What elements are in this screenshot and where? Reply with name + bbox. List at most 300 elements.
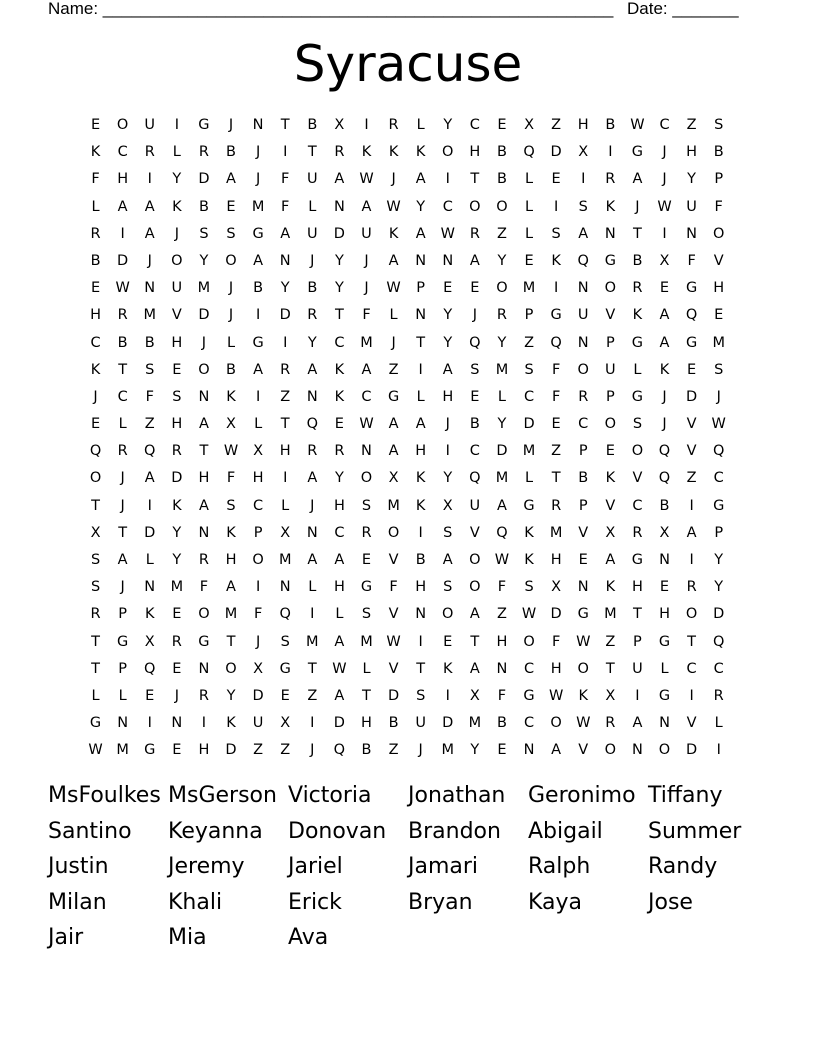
grid-letter: M	[468, 715, 482, 732]
grid-letter: X	[605, 687, 616, 704]
grid-letter: F	[281, 171, 290, 188]
grid-letter: I	[174, 117, 179, 133]
grid-letter: G	[252, 225, 264, 242]
grid-letter: G	[198, 117, 210, 133]
grid-letter: D	[713, 606, 725, 623]
grid-letter: M	[360, 334, 373, 351]
grid-letter: P	[253, 524, 263, 541]
grid-letter: E	[90, 117, 101, 133]
grid-letter: C	[334, 334, 345, 351]
grid-letter: G	[577, 606, 589, 623]
grid-letter: Q	[333, 742, 346, 759]
grid-letter: G	[550, 307, 562, 324]
grid-letter: N	[117, 715, 129, 732]
grid-letter: N	[659, 715, 670, 732]
grid-letter: I	[283, 144, 288, 161]
grid-letter: A	[226, 579, 236, 596]
grid-letter: T	[632, 225, 642, 242]
grid-letter: J	[228, 280, 234, 297]
grid-letter: G	[387, 388, 400, 405]
grid-letter: L	[91, 687, 100, 704]
grid-letter: R	[117, 307, 128, 324]
grid-letter: T	[334, 307, 344, 324]
grid-letter: T	[226, 633, 236, 650]
grid-letter: R	[198, 687, 209, 704]
grid-letter: B	[117, 334, 128, 351]
grid-letter: K	[415, 144, 426, 161]
grid-letter: Y	[443, 334, 453, 351]
grid-letter: V	[578, 524, 589, 541]
grid-letter: A	[388, 443, 399, 460]
grid-letter: A	[253, 361, 264, 378]
grid-row	[82, 332, 732, 359]
grid-letter: R	[117, 443, 128, 460]
grid-letter: G	[631, 144, 644, 161]
grid-letter: R	[361, 524, 372, 541]
grid-letter: T	[118, 524, 128, 541]
grid-letter: J	[255, 144, 261, 161]
grid-letter: L	[308, 579, 317, 596]
grid-row	[82, 549, 732, 576]
grid-letter: G	[685, 280, 698, 297]
grid-letter: I	[418, 524, 423, 541]
grid-letter: I	[418, 361, 423, 378]
grid-letter: R	[686, 579, 697, 596]
grid-letter: L	[145, 552, 154, 568]
grid-letter: G	[144, 742, 156, 759]
grid-letter: S	[443, 524, 453, 541]
grid-letter: A	[198, 497, 209, 514]
grid-letter: D	[333, 715, 345, 732]
grid-letter: J	[662, 171, 667, 188]
grid-letter: X	[388, 470, 399, 487]
grid-letter: R	[388, 117, 399, 133]
grid-letter: K	[144, 606, 155, 623]
grid-letter: L	[281, 497, 290, 514]
grid-letter: N	[415, 307, 427, 324]
grid-letter: N	[198, 388, 210, 405]
grid-letter: S	[714, 361, 724, 378]
word-bank-item: Jamari	[408, 854, 479, 879]
grid-letter: Y	[687, 171, 697, 188]
grid-letter: W	[359, 171, 374, 188]
grid-letter: S	[443, 579, 453, 596]
grid-letter: L	[525, 171, 534, 188]
grid-letter: E	[172, 660, 182, 677]
grid-letter: K	[90, 144, 101, 161]
grid-letter: A	[226, 171, 236, 188]
grid-letter: A	[605, 552, 616, 568]
grid-letter: S	[416, 687, 426, 704]
grid-letter: K	[388, 225, 399, 242]
grid-letter: X	[551, 579, 562, 596]
grid-letter: C	[117, 144, 128, 161]
grid-letter: I	[147, 171, 152, 188]
grid-letter: J	[364, 252, 369, 269]
grid-letter: Q	[469, 470, 481, 487]
grid-letter: A	[388, 416, 399, 433]
grid-letter: E	[280, 687, 290, 704]
grid-letter: O	[550, 715, 562, 732]
grid-letter: E	[90, 280, 101, 297]
grid-letter: O	[198, 606, 210, 623]
grid-letter: F	[714, 198, 723, 215]
grid-letter: M	[116, 742, 129, 759]
grid-letter: H	[171, 334, 183, 351]
grid-letter: Z	[388, 742, 399, 759]
word-bank-item: Khali	[168, 889, 223, 915]
grid-letter: I	[445, 687, 450, 704]
grid-letter: F	[551, 388, 561, 405]
word-bank-item: Jeremy	[168, 854, 245, 879]
grid-letter: K	[415, 470, 426, 487]
grid-letter: D	[225, 742, 237, 759]
grid-letter: A	[280, 225, 291, 242]
grid-letter: A	[496, 497, 507, 514]
grid-letter: D	[171, 470, 183, 487]
grid-letter: I	[120, 225, 125, 242]
grid-letter: R	[280, 361, 291, 378]
grid-letter: J	[120, 470, 125, 487]
grid-letter: J	[201, 334, 207, 351]
grid-letter: W	[332, 660, 347, 677]
grid-row	[82, 141, 732, 168]
grid-letter: A	[307, 361, 318, 378]
grid-letter: E	[172, 606, 182, 623]
grid-letter: Q	[89, 443, 102, 460]
grid-letter: I	[689, 552, 694, 568]
grid-letter: M	[251, 198, 265, 215]
grid-letter: O	[198, 361, 210, 378]
grid-letter: P	[416, 280, 426, 297]
grid-letter: S	[90, 552, 101, 568]
grid-row	[82, 114, 732, 141]
grid-letter: G	[523, 497, 535, 514]
grid-letter: I	[581, 171, 586, 188]
grid-letter: N	[577, 579, 589, 596]
grid-letter: C	[632, 497, 643, 514]
grid-letter: C	[713, 470, 724, 487]
grid-letter: U	[605, 361, 616, 378]
grid-letter: Y	[443, 117, 453, 133]
word-bank-item: Donovan	[288, 818, 387, 844]
grid-letter: E	[172, 742, 182, 759]
grid-letter: G	[523, 687, 535, 704]
grid-letter: H	[90, 307, 101, 324]
grid-letter: F	[91, 171, 100, 188]
grid-letter: P	[578, 497, 588, 514]
grid-letter: I	[635, 687, 640, 704]
grid-letter: A	[334, 633, 345, 650]
grid-letter: T	[91, 660, 100, 677]
grid-letter: D	[442, 715, 454, 732]
grid-letter: N	[577, 334, 589, 351]
grid-letter: I	[255, 579, 261, 596]
grid-letter: W	[115, 280, 130, 297]
grid-letter: N	[144, 579, 156, 596]
grid-letter: M	[143, 307, 156, 324]
date-field-label: Date: _______	[627, 0, 739, 18]
grid-letter: A	[551, 742, 562, 759]
grid-letter: P	[605, 388, 615, 405]
grid-letter: E	[443, 280, 453, 297]
grid-letter: U	[469, 497, 481, 514]
grid-letter: M	[170, 579, 184, 596]
grid-row	[82, 277, 732, 304]
grid-letter: S	[632, 416, 643, 433]
grid-letter: V	[605, 307, 616, 324]
grid-letter: Q	[496, 524, 508, 541]
grid-letter: X	[524, 117, 535, 133]
grid-letter: A	[469, 660, 480, 677]
grid-letter: W	[521, 606, 537, 623]
grid-letter: C	[469, 443, 480, 460]
grid-letter: P	[524, 307, 534, 324]
grid-letter: P	[118, 660, 128, 677]
grid-letter: I	[554, 198, 559, 215]
grid-letter: M	[495, 361, 509, 378]
grid-letter: H	[171, 416, 183, 433]
grid-letter: W	[657, 198, 672, 215]
grid-letter: H	[577, 117, 589, 133]
grid-letter: X	[253, 443, 264, 460]
word-bank-item: Jariel	[288, 854, 343, 879]
grid-letter: I	[608, 144, 613, 161]
grid-letter: J	[93, 388, 98, 405]
grid-letter: H	[550, 660, 562, 677]
grid-letter: E	[334, 416, 344, 433]
grid-letter: Q	[550, 334, 562, 351]
grid-letter: F	[253, 606, 263, 623]
name-field-label: Name: ______________________________________________________	[48, 0, 614, 18]
grid-letter: S	[90, 579, 101, 596]
grid-letter: N	[523, 742, 535, 759]
grid-letter: H	[198, 742, 210, 759]
grid-letter: V	[171, 307, 182, 324]
grid-letter: B	[496, 144, 507, 161]
grid-letter: T	[551, 470, 561, 487]
grid-letter: A	[442, 361, 453, 378]
grid-letter: X	[90, 524, 101, 541]
grid-letter: W	[223, 443, 239, 460]
grid-letter: V	[388, 660, 399, 677]
grid-letter: U	[252, 715, 264, 732]
grid-row	[82, 413, 732, 440]
grid-letter: A	[578, 225, 589, 242]
grid-letter: Y	[307, 334, 317, 351]
grid-row	[82, 576, 732, 603]
grid-letter: N	[306, 388, 318, 405]
grid-letter: B	[198, 198, 209, 215]
grid-letter: F	[551, 633, 561, 650]
grid-letter: H	[279, 443, 291, 460]
grid-letter: Y	[280, 280, 290, 297]
grid-letter: O	[116, 117, 129, 133]
grid-letter: C	[578, 416, 589, 433]
grid-letter: G	[360, 579, 373, 596]
grid-letter: U	[306, 225, 318, 242]
grid-letter: O	[604, 416, 617, 433]
grid-letter: S	[226, 225, 236, 242]
grid-letter: N	[279, 579, 291, 596]
grid-letter: N	[361, 443, 372, 460]
grid-letter: E	[226, 198, 236, 215]
grid-letter: R	[171, 443, 182, 460]
grid-letter: M	[522, 280, 536, 297]
grid-letter: I	[310, 606, 315, 623]
grid-letter: O	[604, 280, 617, 297]
grid-letter: Z	[524, 334, 535, 351]
grid-letter: L	[525, 225, 534, 242]
grid-letter: N	[686, 225, 698, 242]
grid-letter: X	[442, 497, 453, 514]
grid-letter: L	[497, 388, 506, 405]
grid-letter: T	[199, 443, 209, 460]
grid-letter: G	[279, 660, 291, 677]
grid-row	[82, 739, 732, 766]
grid-letter: Q	[306, 416, 318, 433]
word-bank-item: Brandon	[408, 818, 501, 844]
grid-letter: Z	[280, 388, 291, 405]
grid-letter: V	[605, 497, 616, 514]
grid-letter: O	[225, 660, 237, 677]
grid-letter: K	[388, 144, 399, 161]
grid-letter: N	[604, 225, 616, 242]
grid-letter: X	[659, 524, 670, 541]
grid-letter: N	[496, 660, 508, 677]
grid-letter: E	[714, 307, 724, 324]
grid-letter: G	[658, 633, 671, 650]
grid-letter: P	[633, 633, 642, 650]
grid-letter: Y	[497, 416, 507, 433]
grid-letter: E	[687, 361, 697, 378]
grid-letter: Y	[334, 280, 344, 297]
grid-letter: J	[228, 307, 234, 324]
grid-letter: Z	[280, 742, 291, 759]
grid-letter: B	[90, 252, 101, 269]
grid-row	[82, 168, 732, 195]
grid-letter: W	[386, 280, 401, 297]
grid-letter: A	[415, 225, 426, 242]
grid-letter: A	[334, 552, 345, 568]
grid-letter: K	[226, 715, 236, 732]
grid-letter: D	[686, 388, 698, 405]
grid-letter: R	[496, 307, 507, 324]
grid-letter: Q	[469, 334, 481, 351]
grid-letter: J	[120, 579, 125, 596]
word-bank-item: Jose	[648, 889, 693, 915]
grid-letter: O	[523, 633, 535, 650]
grid-letter: Q	[658, 470, 671, 487]
grid-letter: Y	[497, 334, 507, 351]
grid-letter: L	[118, 687, 127, 704]
grid-row	[82, 522, 732, 549]
grid-letter: Y	[443, 307, 453, 324]
grid-letter: B	[496, 715, 507, 732]
grid-letter: U	[686, 198, 697, 215]
word-bank-item: MsGerson	[168, 783, 277, 808]
grid-letter: G	[631, 552, 644, 568]
grid-letter: A	[361, 361, 372, 378]
grid-letter: F	[145, 388, 154, 405]
grid-letter: D	[144, 524, 156, 541]
grid-letter: O	[712, 225, 725, 242]
grid-letter: R	[307, 307, 318, 324]
grid-letter: V	[578, 742, 589, 759]
grid-letter: O	[225, 252, 237, 269]
grid-letter: U	[632, 660, 643, 677]
word-bank-item: Victoria	[288, 783, 372, 808]
grid-letter: X	[659, 252, 670, 269]
grid-letter: I	[689, 687, 694, 704]
grid-letter: C	[253, 497, 264, 514]
grid-letter: F	[551, 361, 561, 378]
grid-letter: N	[306, 524, 318, 541]
grid-letter: E	[551, 171, 561, 188]
grid-letter: J	[635, 198, 640, 215]
grid-letter: M	[549, 524, 563, 541]
grid-letter: O	[442, 144, 454, 161]
grid-letter: H	[686, 144, 698, 161]
grid-letter: E	[578, 552, 588, 568]
word-bank-item: Mia	[168, 925, 207, 950]
grid-letter: Y	[443, 470, 453, 487]
grid-letter: L	[416, 388, 425, 405]
grid-letter: R	[198, 144, 209, 161]
grid-letter: D	[550, 606, 562, 623]
grid-letter: X	[469, 687, 480, 704]
grid-letter: N	[415, 606, 427, 623]
grid-letter: R	[578, 388, 589, 405]
grid-letter: J	[662, 388, 667, 405]
grid-letter: O	[496, 280, 508, 297]
grid-letter: D	[198, 171, 210, 188]
grid-letter: E	[470, 280, 480, 297]
grid-letter: Z	[551, 117, 562, 133]
grid-letter: T	[416, 334, 426, 351]
grid-letter: M	[441, 742, 455, 759]
grid-letter: W	[576, 715, 591, 732]
grid-letter: X	[605, 524, 616, 541]
grid-letter: X	[280, 715, 291, 732]
grid-letter: R	[605, 715, 616, 732]
grid-letter: S	[280, 633, 290, 650]
grid-letter: U	[144, 117, 156, 133]
grid-letter: N	[279, 252, 291, 269]
grid-letter: M	[306, 633, 319, 650]
grid-letter: Y	[714, 579, 724, 596]
grid-letter: T	[632, 606, 642, 623]
grid-letter: S	[199, 225, 209, 242]
grid-letter: T	[307, 144, 317, 161]
word-bank-item: Ava	[288, 925, 329, 950]
grid-letter: B	[307, 280, 318, 297]
grid-letter: J	[662, 416, 667, 433]
word-bank-item: Kaya	[528, 889, 583, 915]
grid-letter: H	[333, 579, 345, 596]
grid-letter: T	[307, 660, 317, 677]
grid-letter: B	[253, 280, 264, 297]
grid-letter: K	[226, 388, 236, 405]
grid-letter: S	[361, 497, 372, 514]
grid-letter: K	[334, 361, 345, 378]
grid-letter: S	[714, 117, 724, 133]
grid-letter: H	[252, 470, 264, 487]
grid-letter: K	[632, 307, 643, 324]
grid-letter: S	[470, 361, 480, 378]
grid-letter: C	[523, 388, 535, 405]
grid-letter: P	[714, 171, 724, 188]
